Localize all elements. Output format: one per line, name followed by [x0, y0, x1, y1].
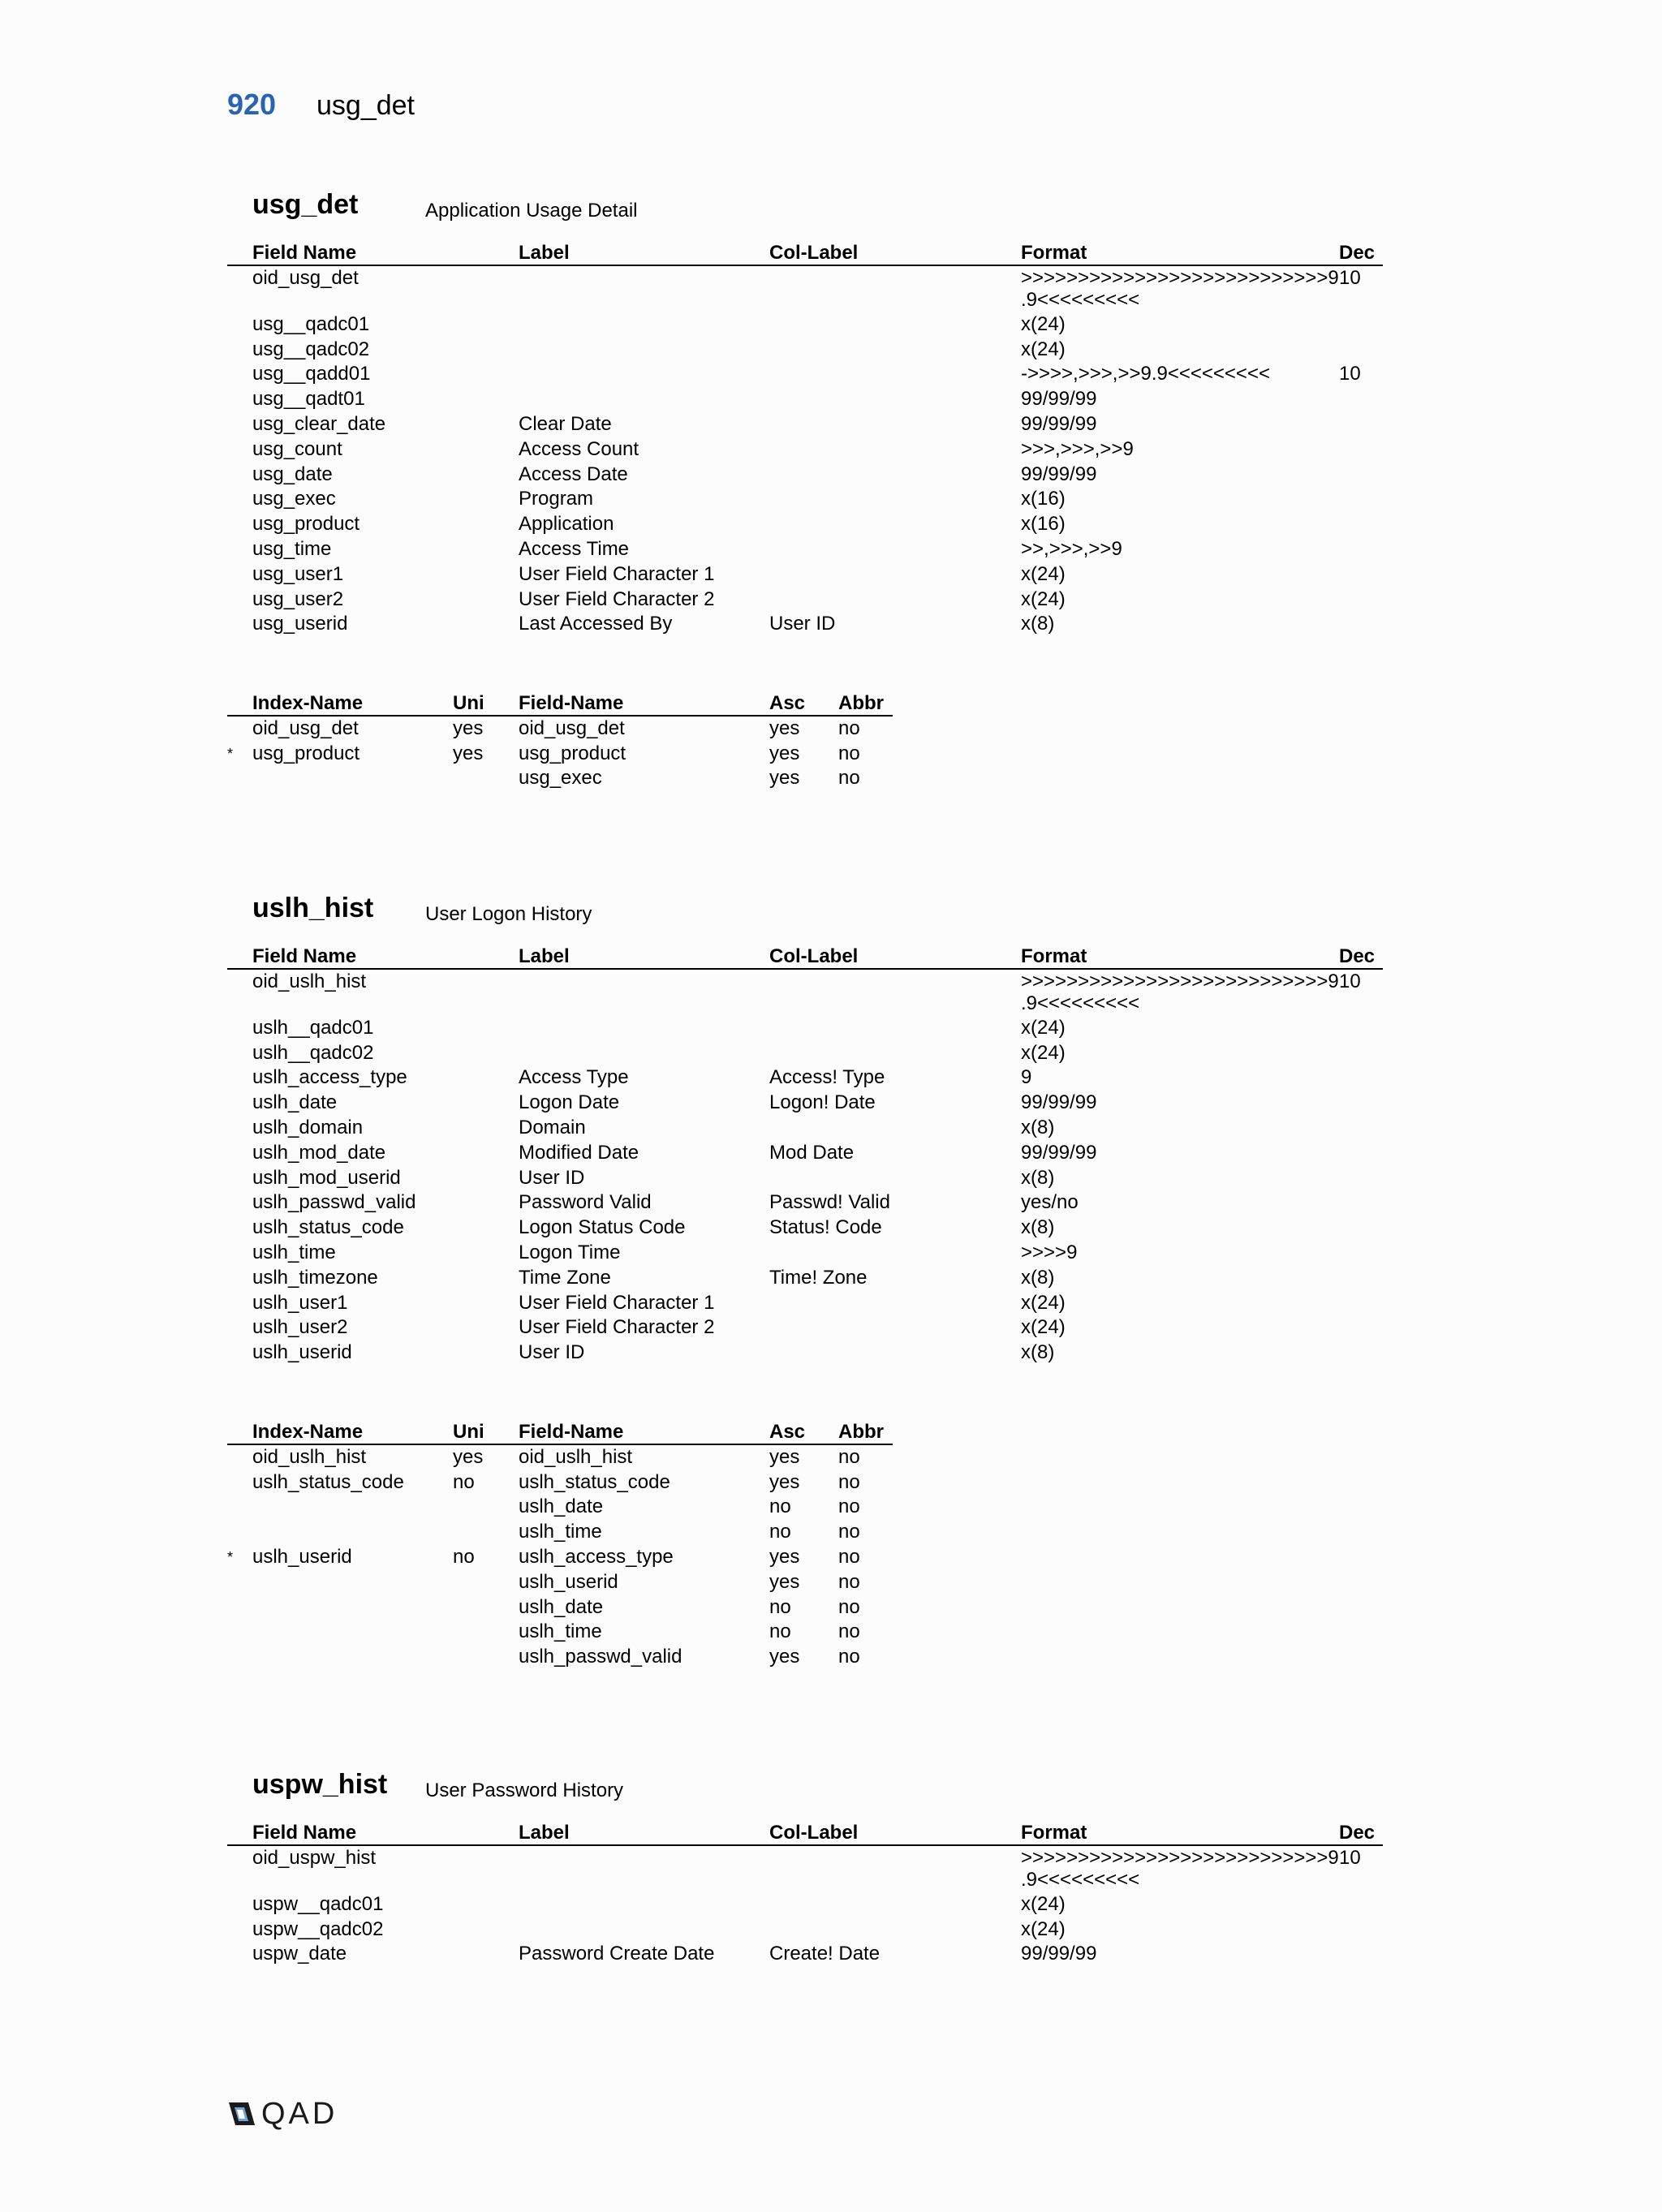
field-name: oid_uspw_hist: [252, 1846, 377, 1869]
field-name: uslh_date: [252, 1091, 338, 1114]
field-col-label: Passwd! Valid: [769, 1191, 890, 1214]
column-header-dec: Dec: [1339, 242, 1376, 264]
table-description: User Logon History: [425, 903, 592, 925]
index-ascending: yes: [769, 1470, 800, 1493]
index-name: oid_usg_det: [252, 717, 359, 739]
index-abbreviated: no: [838, 1445, 860, 1468]
index-ascending: no: [769, 1620, 791, 1643]
index-row: [227, 1495, 893, 1520]
index-field-name: uslh_status_code: [519, 1470, 670, 1493]
field-label: Logon Time: [519, 1241, 621, 1263]
index-column-header-abbr: Abbr: [838, 1421, 884, 1443]
field-name: usg_userid: [252, 613, 348, 635]
field-format-line1: yes/no: [1021, 1191, 1079, 1214]
field-col-label: Logon! Date: [769, 1091, 876, 1114]
index-ascending: yes: [769, 1445, 800, 1468]
field-format: [1021, 1241, 1077, 1266]
field-format: [1021, 266, 1339, 313]
index-ascending: no: [769, 1495, 791, 1518]
field-name: oid_usg_det: [252, 266, 359, 289]
field-format-line1: x(24): [1021, 562, 1066, 585]
field-name: uslh__qadc01: [252, 1016, 374, 1039]
field-name: usg_exec: [252, 488, 336, 510]
field-row: [227, 437, 1383, 463]
field-format: [1021, 463, 1096, 488]
field-format-line1: x(24): [1021, 1917, 1066, 1940]
field-format: [1021, 1141, 1096, 1166]
field-label: User Field Character 1: [519, 1291, 715, 1314]
field-format: [1021, 1190, 1079, 1216]
index-name: uslh_userid: [252, 1545, 352, 1568]
field-col-label: Status! Code: [769, 1216, 882, 1239]
column-header-field-name: Field Name: [252, 945, 357, 967]
column-header-col-label: Col-Label: [769, 945, 859, 967]
index-abbreviated: no: [838, 742, 860, 764]
index-row: [227, 1520, 893, 1545]
field-label: User ID: [519, 1341, 585, 1364]
field-format: [1021, 1917, 1066, 1943]
index-column-header-uni: Uni: [453, 1421, 484, 1443]
field-name: usg__qadc02: [252, 338, 370, 360]
field-name: uslh_userid: [252, 1341, 352, 1364]
field-format: [1021, 362, 1270, 387]
index-column-header-asc: Asc: [769, 692, 806, 714]
index-field-name: oid_usg_det: [519, 717, 625, 739]
field-format: [1021, 512, 1066, 537]
index-column-header-field-name: Field-Name: [519, 1421, 624, 1443]
field-format: [1021, 1942, 1096, 1967]
index-table: [227, 1420, 893, 1670]
field-format-line1: 99/99/99: [1021, 388, 1097, 411]
field-row: [227, 362, 1383, 387]
index-column-header-field-name: Field-Name: [519, 692, 624, 714]
field-name: uslh_user1: [252, 1291, 348, 1314]
field-format: [1021, 487, 1066, 512]
field-name: uslh_access_type: [252, 1066, 407, 1089]
column-header-col-label: Col-Label: [769, 1822, 859, 1844]
field-row: [227, 312, 1383, 338]
field-label: Logon Status Code: [519, 1216, 686, 1239]
table-name: uspw_hist: [252, 1769, 388, 1800]
field-format: [1021, 1116, 1054, 1141]
field-format: [1021, 312, 1066, 338]
field-row: [227, 1141, 1383, 1166]
field-row: [227, 970, 1383, 1016]
index-field-name: usg_product: [519, 742, 626, 764]
field-table-header: [227, 241, 1383, 266]
field-format-line1: x(8): [1021, 1216, 1055, 1239]
field-row: [227, 612, 1383, 637]
field-row: [227, 1892, 1383, 1917]
index-row: [227, 1470, 893, 1495]
field-row: [227, 487, 1383, 512]
field-format-line2: .9<<<<<<<<<: [1021, 992, 1140, 1014]
field-format-line1: x(16): [1021, 488, 1066, 510]
index-ascending: no: [769, 1595, 791, 1618]
field-row: [227, 1065, 1383, 1091]
field-name: usg_time: [252, 537, 332, 560]
field-col-label: Time! Zone: [769, 1266, 868, 1289]
column-header-dec: Dec: [1339, 1822, 1376, 1844]
index-table-header: [227, 1420, 893, 1445]
index-field-name: uslh_time: [519, 1521, 602, 1543]
field-format-line1: 99/99/99: [1021, 1141, 1097, 1164]
field-format: [1021, 1016, 1066, 1041]
field-name: uslh_passwd_valid: [252, 1191, 416, 1214]
field-format: [1021, 1315, 1066, 1341]
field-dec: 10: [1339, 1846, 1361, 1869]
field-label: User Field Character 1: [519, 562, 715, 585]
field-name: uspw__qadc01: [252, 1892, 384, 1915]
field-format: [1021, 1266, 1054, 1291]
field-format-line1: 99/99/99: [1021, 1091, 1097, 1114]
field-dec: 10: [1339, 266, 1361, 289]
field-row: [227, 1315, 1383, 1341]
field-label: Logon Date: [519, 1091, 620, 1114]
index-table: [227, 691, 893, 791]
field-name: usg__qadt01: [252, 388, 365, 411]
index-ascending: yes: [769, 742, 800, 764]
field-name: usg_user1: [252, 562, 344, 585]
primary-index-marker: *: [227, 745, 234, 762]
index-column-header-asc: Asc: [769, 1421, 806, 1443]
table-description: User Password History: [425, 1779, 624, 1801]
index-name: usg_product: [252, 742, 360, 764]
field-format-line1: x(8): [1021, 1166, 1055, 1189]
field-format: [1021, 1065, 1031, 1091]
field-format: [1021, 437, 1134, 463]
field-dec: 10: [1339, 970, 1361, 992]
field-row: [227, 537, 1383, 562]
field-format-line1: 99/99/99: [1021, 1943, 1097, 1965]
column-header-format: Format: [1021, 945, 1087, 967]
index-row: [227, 1645, 893, 1670]
logo-text: QAD: [261, 2096, 338, 2131]
field-format-line1: x(24): [1021, 1892, 1066, 1915]
column-header-field-name: Field Name: [252, 242, 357, 264]
index-ascending: no: [769, 1521, 791, 1543]
field-col-label: Access! Type: [769, 1066, 885, 1089]
field-format: [1021, 1846, 1339, 1893]
field-label: Access Time: [519, 537, 630, 560]
table-name: uslh_hist: [252, 893, 374, 923]
index-abbreviated: no: [838, 1545, 860, 1568]
field-format-line1: >>>>>>>>>>>>>>>>>>>>>>>>>>>9: [1021, 970, 1339, 992]
field-format-line1: x(24): [1021, 1291, 1066, 1314]
field-table-header: [227, 1821, 1383, 1846]
field-format-line1: >>>>>>>>>>>>>>>>>>>>>>>>>>>9: [1021, 266, 1339, 289]
field-name: uslh_mod_date: [252, 1141, 386, 1164]
index-abbreviated: no: [838, 767, 860, 790]
index-unique: no: [453, 1545, 475, 1568]
field-row: [227, 463, 1383, 488]
field-label: Time Zone: [519, 1266, 611, 1289]
index-ascending: yes: [769, 717, 800, 739]
field-format: [1021, 412, 1096, 437]
field-row: [227, 266, 1383, 312]
field-row: [227, 562, 1383, 587]
index-ascending: yes: [769, 767, 800, 790]
field-format-line1: x(16): [1021, 513, 1066, 536]
field-row: [227, 1291, 1383, 1316]
field-name: uslh_user2: [252, 1316, 348, 1339]
field-row: [227, 587, 1383, 613]
index-unique: no: [453, 1470, 475, 1493]
field-format-line1: x(8): [1021, 1341, 1055, 1364]
field-format-line1: x(24): [1021, 587, 1066, 610]
column-header-col-label: Col-Label: [769, 242, 859, 264]
field-name: uspw__qadc02: [252, 1917, 384, 1940]
index-row: [227, 742, 893, 767]
field-label: Modified Date: [519, 1141, 639, 1164]
field-name: usg__qadd01: [252, 363, 371, 385]
field-label: Access Type: [519, 1066, 629, 1089]
field-table: [227, 1821, 1383, 1967]
field-format-line1: >>,>>>,>>9: [1021, 537, 1122, 560]
field-label: User Field Character 2: [519, 587, 715, 610]
index-field-name: uslh_date: [519, 1495, 604, 1518]
index-ascending: yes: [769, 1570, 800, 1593]
field-format: [1021, 1892, 1066, 1917]
field-name: usg_clear_date: [252, 412, 386, 435]
field-format-line1: x(24): [1021, 1316, 1066, 1339]
index-column-header-uni: Uni: [453, 692, 484, 714]
field-row: [227, 512, 1383, 537]
qad-logo-icon: [227, 2099, 256, 2128]
field-col-label: Create! Date: [769, 1943, 881, 1965]
index-ascending: yes: [769, 1646, 800, 1668]
field-row: [227, 387, 1383, 412]
field-row: [227, 1917, 1383, 1943]
qad-logo: [227, 2098, 338, 2130]
field-format-line1: 99/99/99: [1021, 463, 1097, 485]
field-format-line2: .9<<<<<<<<<: [1021, 1868, 1140, 1891]
field-label: Clear Date: [519, 412, 612, 435]
field-name: usg_count: [252, 437, 342, 460]
field-col-label: Mod Date: [769, 1141, 855, 1164]
index-abbreviated: no: [838, 1470, 860, 1493]
field-label: Domain: [519, 1116, 586, 1138]
index-field-name: uslh_date: [519, 1595, 604, 1618]
field-name: uslh_domain: [252, 1116, 364, 1138]
column-header-field-name: Field Name: [252, 1822, 357, 1844]
field-name: usg_user2: [252, 587, 344, 610]
field-format: [1021, 1291, 1066, 1316]
running-title: usg_det: [316, 90, 415, 121]
field-label: Access Count: [519, 437, 639, 460]
index-row: [227, 1595, 893, 1620]
field-row: [227, 1166, 1383, 1191]
index-unique: yes: [453, 742, 484, 764]
field-format-line1: >>>>>>>>>>>>>>>>>>>>>>>>>>>9: [1021, 1846, 1339, 1869]
field-dec: 10: [1339, 363, 1361, 385]
field-format: [1021, 587, 1066, 613]
index-row: [227, 1570, 893, 1595]
index-abbreviated: no: [838, 1620, 860, 1643]
index-table-header: [227, 691, 893, 717]
index-abbreviated: no: [838, 1521, 860, 1543]
column-header-label: Label: [519, 242, 570, 264]
field-label: Password Create Date: [519, 1943, 715, 1965]
field-format-line1: >>>,>>>,>>9: [1021, 437, 1134, 460]
field-format-line1: x(24): [1021, 1041, 1066, 1064]
index-name: uslh_status_code: [252, 1470, 404, 1493]
field-row: [227, 1016, 1383, 1041]
index-row: [227, 1545, 893, 1570]
field-format-line1: x(24): [1021, 1016, 1066, 1039]
table-name: usg_det: [252, 189, 359, 220]
index-abbreviated: no: [838, 1595, 860, 1618]
index-abbreviated: no: [838, 717, 860, 739]
field-row: [227, 412, 1383, 437]
index-name: oid_uslh_hist: [252, 1445, 367, 1468]
index-ascending: yes: [769, 1545, 800, 1568]
index-row: [227, 1620, 893, 1645]
field-format: [1021, 562, 1066, 587]
index-field-name: uslh_userid: [519, 1570, 618, 1593]
field-name: oid_uslh_hist: [252, 970, 367, 992]
column-header-format: Format: [1021, 242, 1087, 264]
index-field-name: uslh_access_type: [519, 1545, 674, 1568]
field-label: Access Date: [519, 463, 628, 485]
column-header-label: Label: [519, 1822, 570, 1844]
field-row: [227, 338, 1383, 363]
index-column-header-abbr: Abbr: [838, 692, 884, 714]
field-label: Program: [519, 488, 594, 510]
field-format: [1021, 1041, 1066, 1066]
field-table-header: [227, 945, 1383, 970]
field-row: [227, 1116, 1383, 1141]
field-row: [227, 1266, 1383, 1291]
field-row: [227, 1091, 1383, 1116]
field-name: uslh_status_code: [252, 1216, 404, 1239]
field-format-line2: .9<<<<<<<<<: [1021, 288, 1140, 311]
field-format-line1: 99/99/99: [1021, 412, 1097, 435]
field-name: uslh_timezone: [252, 1266, 378, 1289]
index-row: [227, 717, 893, 742]
field-format: [1021, 1166, 1054, 1191]
field-row: [227, 1942, 1383, 1967]
field-table: [227, 945, 1383, 1366]
field-format: [1021, 338, 1066, 363]
index-row: [227, 766, 893, 791]
field-row: [227, 1341, 1383, 1366]
field-format-line1: >>>>9: [1021, 1241, 1078, 1263]
field-name: usg_date: [252, 463, 333, 485]
field-format-line1: x(8): [1021, 613, 1055, 635]
field-row: [227, 1041, 1383, 1066]
field-name: uslh__qadc02: [252, 1041, 374, 1064]
field-name: usg__qadc01: [252, 312, 370, 335]
index-unique: yes: [453, 1445, 484, 1468]
primary-index-marker: *: [227, 1548, 234, 1565]
field-row: [227, 1241, 1383, 1266]
index-column-header-index-name: Index-Name: [252, 1421, 364, 1443]
field-name: uslh_mod_userid: [252, 1166, 401, 1189]
field-label: Application: [519, 513, 614, 536]
field-row: [227, 1846, 1383, 1892]
page-number: 920: [227, 88, 277, 121]
column-header-dec: Dec: [1339, 945, 1376, 967]
field-label: User ID: [519, 1166, 585, 1189]
index-field-name: uslh_time: [519, 1620, 602, 1643]
field-name: uspw_date: [252, 1943, 347, 1965]
index-field-name: oid_uslh_hist: [519, 1445, 633, 1468]
field-row: [227, 1216, 1383, 1241]
field-format-line1: 9: [1021, 1066, 1032, 1089]
index-field-name: uslh_passwd_valid: [519, 1646, 682, 1668]
index-abbreviated: no: [838, 1646, 860, 1668]
field-format-line1: x(24): [1021, 338, 1066, 360]
field-format: [1021, 387, 1096, 412]
index-row: [227, 1445, 893, 1470]
field-label: User Field Character 2: [519, 1316, 715, 1339]
field-format: [1021, 1091, 1096, 1116]
index-column-header-index-name: Index-Name: [252, 692, 364, 714]
field-format: [1021, 1216, 1054, 1241]
column-header-format: Format: [1021, 1822, 1087, 1844]
field-label: Last Accessed By: [519, 613, 673, 635]
index-abbreviated: no: [838, 1570, 860, 1593]
index-abbreviated: no: [838, 1495, 860, 1518]
index-field-name: usg_exec: [519, 767, 602, 790]
index-unique: yes: [453, 717, 484, 739]
field-format-line1: x(24): [1021, 312, 1066, 335]
field-name: usg_product: [252, 513, 360, 536]
field-col-label: User ID: [769, 613, 836, 635]
field-format: [1021, 1341, 1054, 1366]
field-row: [227, 1190, 1383, 1216]
field-table: [227, 241, 1383, 637]
field-format: [1021, 537, 1122, 562]
field-format-line1: x(8): [1021, 1266, 1055, 1289]
field-format-line1: x(8): [1021, 1116, 1055, 1138]
field-label: Password Valid: [519, 1191, 652, 1214]
field-name: uslh_time: [252, 1241, 336, 1263]
field-format: [1021, 612, 1054, 637]
field-format-line1: ->>>>,>>>,>>9.9<<<<<<<<<: [1021, 363, 1270, 385]
table-description: Application Usage Detail: [425, 200, 638, 222]
field-format: [1021, 970, 1339, 1017]
column-header-label: Label: [519, 945, 570, 967]
